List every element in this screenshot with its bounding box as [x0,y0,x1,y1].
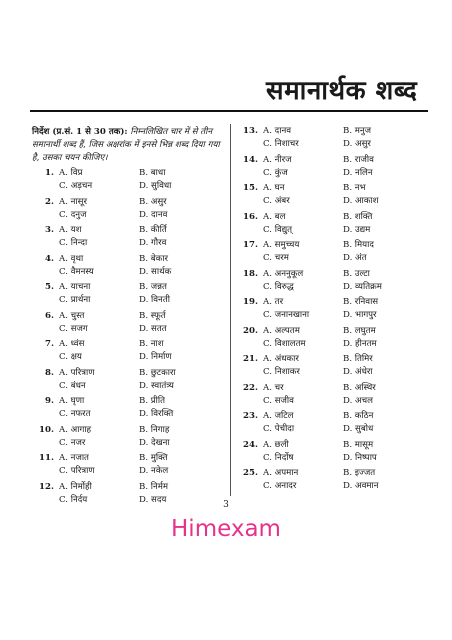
option-a: A. बल [263,211,286,222]
option-b: B. असुर [139,196,167,207]
option-b: B. उल्टा [343,268,370,279]
question-number: 12. [39,481,54,492]
page-number: 3 [223,500,229,510]
option-a: A. घन [263,183,285,193]
option-d: D. हीनतम [343,338,377,349]
option-d: D. अवमान [343,481,379,491]
question-item [236,182,432,211]
option-a: A. छली [263,439,289,450]
question-number: 24. [243,439,258,450]
option-d: D. नकेल [139,466,169,476]
option-b: B. राजीव [343,154,374,165]
option-c: C. परित्राण [59,466,95,476]
instructions [32,126,222,165]
option-b: B. कीर्ति [139,225,167,235]
question-item [32,167,228,196]
option-c: C. निर्दोष [263,452,294,463]
option-b: B. मनुज [343,126,372,136]
question-item [236,439,432,468]
option-c: C. क्षय [59,352,82,362]
option-a: A. अननुकूल [263,268,304,279]
option-a: A. अपमान [263,468,299,478]
question-item [236,211,432,240]
option-d: D. निष्पाप [343,452,377,463]
option-c: C. अनादर [263,481,297,491]
option-b: B. मियाद [343,240,374,250]
option-b: B. शक्ति [343,211,373,222]
option-b: B. निर्मम [139,481,169,492]
question-number: 20. [243,325,258,336]
option-d: D. सुबोध [343,424,374,434]
option-b: B. मासूम [343,439,374,450]
option-d: D. गौरव [139,238,167,248]
option-d: D. सार्थक [139,266,172,277]
column-divider [230,124,231,496]
option-c: C. जनानखाना [263,310,310,320]
question-item [236,125,432,154]
option-d: D. व्यतिक्रम [343,281,382,292]
question-number: 7. [45,339,54,349]
question-item [236,154,432,183]
option-c: C. चरम [263,253,289,263]
option-b: B. मुक्ति [139,453,168,463]
option-d: D. सतत [139,323,167,334]
option-c: C. पेचीदा [263,424,295,434]
question-list-right [236,125,432,496]
question-number: 4. [45,253,54,264]
question-list-left [32,167,228,509]
option-c: C. निशाचर [263,139,299,149]
option-d: D. भागपुर [343,310,377,320]
option-d: D. अंधेरा [343,367,373,377]
option-b: B. कठिन [343,411,374,421]
question-number: 17. [243,240,258,250]
title-rule [30,110,428,112]
option-d: D. देखना [139,437,170,448]
question-item [32,367,228,396]
option-c: C. सजग [59,323,88,334]
option-a: A. चर [263,382,284,393]
option-c: C. बंधन [59,380,86,391]
option-d: D. अंत [343,253,367,263]
option-d: D. असुर [343,139,371,149]
question-number: 2. [45,196,54,207]
option-a: A. अंधकार [263,354,299,364]
option-a: A. समुच्चय [263,240,300,250]
option-a: A. नीरज [263,154,292,165]
question-item [32,196,228,225]
instruction-text: निम्नलिखित चार में से तीन समानार्थी शब्द हैं, जिस अक्षरांक में इनसे भिन्न शब्द दिया गया है, उसका चयन कीजिए। [32,127,220,163]
question-item [236,268,432,297]
question-number: 22. [243,382,258,393]
option-a: A. तर [263,297,284,307]
brand-watermark: Himexam [171,516,281,542]
option-a: A. ध्वंस [59,339,85,349]
option-b: B. छुटकारा [139,367,176,378]
instruction-label: निर्देश (प्र.सं. 1 से 30 तक): [32,127,128,137]
question-item [32,281,228,310]
option-b: B. प्रीति [139,396,166,406]
question-item [236,325,432,354]
option-d: D. स्वातंत्र्य [139,380,174,391]
option-c: C. सजीव [263,395,294,406]
question-number: 14. [243,154,258,165]
option-b: B. अस्थिर [343,382,376,393]
option-a: A. यश [59,225,82,235]
question-number: 11. [39,453,54,463]
question-number: 25. [243,468,258,478]
option-a: A. आगाह [59,424,92,435]
question-number: 19. [243,297,258,307]
option-d: D. विनती [139,295,170,305]
question-item [32,338,228,367]
question-item [236,296,432,325]
option-b: B. लघुतम [343,325,376,336]
question-item [32,224,228,253]
question-number: 8. [45,367,54,378]
question-number: 6. [45,310,54,321]
option-c: C. दनुज [59,209,87,220]
option-d: D. सुविधा [139,181,172,191]
question-item [236,382,432,411]
option-a: A. दानव [263,126,292,136]
option-a: A. नजात [59,453,89,463]
question-item [32,395,228,424]
question-item [236,410,432,439]
question-number: 21. [243,354,258,364]
option-d: D. नलिन [343,167,373,178]
question-item [236,467,432,496]
option-b: B. रनिवास [343,297,379,307]
question-number: 23. [243,411,258,421]
question-number: 15. [243,183,258,193]
question-number: 3. [45,225,54,235]
option-a: A. घृणा [59,396,85,406]
option-a: A. परित्राण [59,367,95,378]
option-d: D. दानव [139,209,168,220]
option-c: C. कुंज [263,167,288,178]
option-b: B. स्फूर्त [139,310,166,321]
option-c: C. विद्युत् [263,224,293,235]
question-item [32,424,228,453]
question-number: 9. [45,396,54,406]
option-b: B. नाश [139,339,164,349]
option-d: D. विरक्ति [139,409,174,419]
option-c: C. निन्दा [59,238,88,248]
question-item [32,253,228,282]
option-d: D. सदय [139,494,167,505]
option-c: C. विरुद्ध [263,281,294,292]
option-b: B. तिमिर [343,354,373,364]
option-c: C. नजर [59,437,86,448]
question-item [32,481,228,510]
question-item [236,239,432,268]
option-b: B. निगाह [139,424,170,435]
option-c: C. प्रार्थना [59,295,91,305]
question-number: 10. [39,424,54,435]
option-a: A. याचना [59,282,91,292]
question-number: 5. [45,282,54,292]
option-b: B. इज्जत [343,468,376,478]
option-c: C. वैमनस्य [59,266,94,277]
option-b: B. बाधा [139,168,166,178]
option-b: B. जन्नत [139,282,167,292]
option-c: C. नफरत [59,409,91,419]
option-c: C. विशालतम [263,338,306,349]
option-c: C. अड़चन [59,181,93,191]
question-item [236,353,432,382]
question-item [32,310,228,339]
option-a: A. जटिल [263,411,294,421]
page-title: समानार्थक शब्द [266,76,418,106]
option-a: A. वृथा [59,253,84,264]
option-c: C. अंबर [263,196,290,206]
question-item [32,452,228,481]
question-number: 13. [243,126,258,136]
option-a: A. विप्र [59,168,83,178]
option-a: A. चुस्त [59,310,85,321]
option-c: C. निशाकर [263,367,300,377]
option-d: D. अचल [343,395,373,406]
question-number: 1. [45,168,54,178]
option-d: D. उद्यम [343,224,371,235]
question-number: 18. [243,268,258,279]
option-a: A. नासूर [59,196,87,207]
option-c: C. निर्दय [59,494,88,505]
option-b: B. नभ [343,183,366,193]
question-number: 16. [243,211,258,222]
option-a: A. निर्मोही [59,481,92,492]
option-d: D. आकाश [343,196,379,206]
option-a: A. अल्पतम [263,325,300,336]
option-b: B. बेकार [139,253,169,264]
option-d: D. निर्माण [139,352,172,362]
